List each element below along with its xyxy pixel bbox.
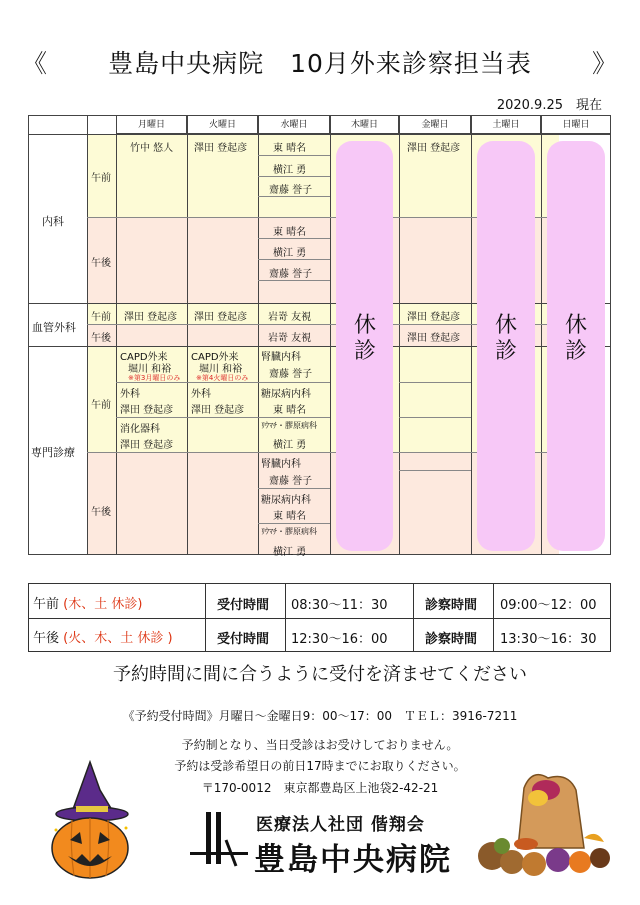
hospital-logo-icon bbox=[190, 810, 248, 868]
title-close-bracket: 》 bbox=[592, 49, 619, 78]
divider bbox=[258, 417, 330, 418]
spec-wed-am-doctor: 齋藤 誉子 bbox=[269, 369, 313, 380]
divider bbox=[258, 382, 330, 383]
booking-rule-1: 予約制となり、当日受診はお受けしておりません。 bbox=[181, 738, 459, 752]
slot-am: 午前 bbox=[91, 312, 111, 323]
dept-vascular: 血管外科 bbox=[32, 321, 76, 334]
booking-rule-2: 予約は受診希望日の前日17時までにお取りください。 bbox=[174, 759, 466, 773]
divider bbox=[187, 115, 188, 555]
pm-reception-label: 受付時間 bbox=[217, 632, 270, 647]
header-wed: 水曜日 bbox=[258, 115, 330, 134]
divider bbox=[258, 176, 330, 177]
spec-tue-doctor: 堀川 和裕 bbox=[199, 364, 243, 375]
vascular-am-mon-doctor: 澤田 登起彦 bbox=[124, 312, 178, 323]
vascular-am-tue-doctor: 澤田 登起彦 bbox=[194, 312, 248, 323]
divider bbox=[399, 417, 471, 418]
divider bbox=[116, 115, 117, 555]
divider bbox=[258, 280, 330, 281]
internal-am-wed-doctor: 東 晴名 bbox=[273, 143, 307, 154]
as-of-date: 2020.9.25 現在 bbox=[496, 98, 602, 113]
divider bbox=[28, 134, 611, 135]
vascular-pm-fri-doctor: 澤田 登起彦 bbox=[407, 333, 461, 344]
spec-mon-doctor: 澤田 登起彦 bbox=[120, 440, 174, 451]
spec-wed-am-dept: 糖尿病内科 bbox=[261, 389, 311, 400]
am-closed-note: (木、土 休診) bbox=[63, 597, 143, 612]
pm-consult-time: 13:30～16：30 bbox=[500, 632, 597, 647]
spec-mon-doctor: 澤田 登起彦 bbox=[120, 405, 174, 416]
divider bbox=[413, 584, 414, 651]
header-thu: 木曜日 bbox=[330, 115, 399, 134]
spec-tue-dept: 外科 bbox=[191, 389, 211, 400]
spec-wed-am-doctor: 横江 勇 bbox=[273, 440, 307, 451]
divider bbox=[29, 618, 610, 619]
vascular-pm-wed-doctor: 岩嵜 友視 bbox=[268, 333, 312, 344]
vascular-am-fri-doctor: 澤田 登起彦 bbox=[407, 312, 461, 323]
divider bbox=[187, 417, 258, 418]
divider bbox=[258, 196, 330, 197]
booking-hours: 《予約受付時間》月曜日～金曜日9：00～17：00 ＴＥＬ：3916-7211 bbox=[122, 709, 518, 723]
dept-specialty: 専門診療 bbox=[31, 446, 75, 459]
internal-am-mon-doctor: 竹中 悠人 bbox=[130, 143, 174, 154]
header-tue: 火曜日 bbox=[187, 115, 258, 134]
spec-wed-am-dept: 腎臓内科 bbox=[261, 352, 301, 363]
slot-pm: 午後 bbox=[91, 258, 111, 269]
internal-am-wed-doctor: 齋藤 誉子 bbox=[269, 185, 313, 196]
divider bbox=[258, 488, 330, 489]
internal-pm-wed-doctor: 横江 勇 bbox=[273, 248, 307, 259]
spec-wed-am-dept: ﾘｳﾏﾁ・膠原病科 bbox=[261, 421, 317, 430]
divider bbox=[258, 523, 330, 524]
spec-wed-pm-dept: ﾘｳﾏﾁ・膠原病科 bbox=[261, 527, 317, 536]
internal-am-wed-doctor: 横江 勇 bbox=[273, 165, 307, 176]
pm-label: 午後 (火、木、土 休診 ) bbox=[33, 631, 173, 646]
title-open-bracket: 《 bbox=[22, 49, 49, 78]
title-text: 豊島中央病院 10月外来診察担当表 bbox=[108, 49, 532, 78]
am-reception-label: 受付時間 bbox=[217, 598, 270, 613]
slot-am: 午前 bbox=[91, 400, 111, 411]
spec-mon-doctor: 堀川 和裕 bbox=[128, 364, 172, 375]
slot-am: 午前 bbox=[91, 173, 111, 184]
spec-tue-doctor: 澤田 登起彦 bbox=[191, 405, 245, 416]
divider bbox=[471, 115, 472, 555]
spec-wed-pm-doctor: 横江 勇 bbox=[273, 547, 307, 558]
divider bbox=[258, 259, 330, 260]
spec-tue-dept: CAPD外来 bbox=[191, 352, 239, 363]
pm-consult-label: 診察時間 bbox=[425, 632, 478, 647]
reception-notice: 予約時間に間に合うように受付を済ませてください bbox=[113, 664, 527, 685]
spec-tue-note: ※第4火曜日のみ bbox=[196, 374, 249, 382]
internal-pm-wed-doctor: 齋藤 誉子 bbox=[269, 269, 313, 280]
divider bbox=[493, 584, 494, 651]
spec-wed-am-doctor: 東 晴名 bbox=[273, 405, 307, 416]
slot-pm: 午後 bbox=[91, 507, 111, 518]
divider bbox=[258, 155, 330, 156]
slot-pm: 午後 bbox=[91, 333, 111, 344]
thursday-closed-label: 休診 bbox=[353, 313, 376, 364]
divider bbox=[285, 584, 286, 651]
hours-table bbox=[28, 583, 611, 652]
spec-mon-note: ※第3月曜日のみ bbox=[128, 374, 181, 382]
am-label: 午前 (木、土 休診) bbox=[33, 597, 143, 612]
divider bbox=[87, 115, 88, 555]
internal-am-fri-doctor: 澤田 登起彦 bbox=[407, 143, 461, 154]
header-mon: 月曜日 bbox=[116, 115, 187, 134]
spec-wed-pm-dept: 糖尿病内科 bbox=[261, 495, 311, 506]
pm-closed-note: (火、木、土 休診 ) bbox=[63, 631, 173, 646]
sunday-closed-label: 休診 bbox=[564, 313, 587, 364]
divider bbox=[330, 115, 331, 555]
jack-o-lantern-icon bbox=[42, 760, 138, 880]
am-consult-time: 09:00～12：00 bbox=[500, 598, 597, 613]
spec-mon-dept: 外科 bbox=[120, 389, 140, 400]
spec-wed-pm-doctor: 齋藤 誉子 bbox=[269, 476, 313, 487]
divider bbox=[399, 115, 400, 555]
header-sat: 土曜日 bbox=[471, 115, 541, 134]
divider bbox=[258, 115, 259, 555]
org-name: 医療法人社団 偕翔会 bbox=[256, 815, 425, 835]
dept-internal: 内科 bbox=[42, 215, 64, 228]
spec-mon-dept: 消化器科 bbox=[120, 424, 160, 435]
header-sun: 日曜日 bbox=[541, 115, 611, 134]
header-fri: 金曜日 bbox=[399, 115, 471, 134]
divider bbox=[258, 238, 330, 239]
hospital-name: 豊島中央病院 bbox=[254, 842, 452, 878]
divider bbox=[205, 584, 206, 651]
internal-pm-wed-doctor: 東 晴名 bbox=[273, 227, 307, 238]
spec-wed-pm-dept: 腎臓内科 bbox=[261, 459, 301, 470]
address: 〒170-0012 東京都豊島区上池袋2-42-21 bbox=[201, 781, 439, 795]
vascular-am-wed-doctor: 岩嵜 友視 bbox=[268, 312, 312, 323]
autumn-harvest-icon bbox=[472, 768, 622, 878]
divider bbox=[541, 115, 542, 555]
saturday-closed-label: 休診 bbox=[494, 313, 517, 364]
page-title bbox=[0, 44, 640, 80]
divider bbox=[399, 470, 471, 471]
internal-am-tue-doctor: 澤田 登起彦 bbox=[194, 143, 248, 154]
divider bbox=[399, 382, 471, 383]
am-consult-label: 診察時間 bbox=[425, 598, 478, 613]
spec-mon-dept: CAPD外来 bbox=[120, 352, 168, 363]
am-reception-time: 08:30～11：30 bbox=[291, 598, 388, 613]
pm-reception-time: 12:30～16：00 bbox=[291, 632, 388, 647]
schedule-table bbox=[28, 115, 611, 558]
spec-wed-pm-doctor: 東 晴名 bbox=[273, 511, 307, 522]
divider bbox=[116, 417, 187, 418]
